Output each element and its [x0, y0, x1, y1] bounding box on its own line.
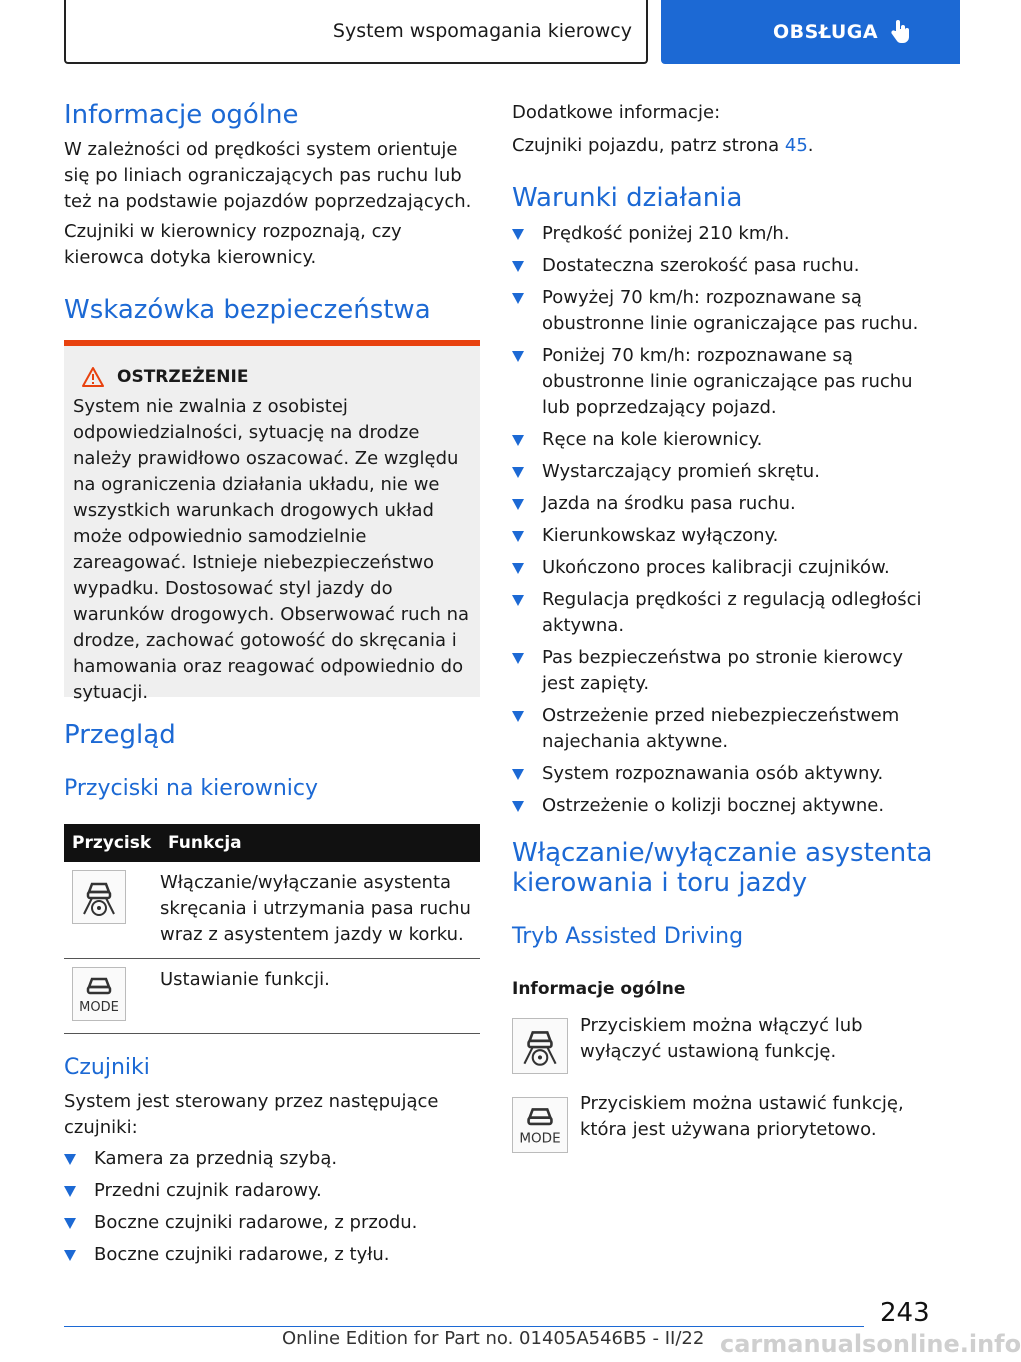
bullet-triangle-icon [512, 435, 524, 446]
header-tab-label: OBSŁUGA [773, 21, 879, 43]
btn1-description: Przyciskiem można włączyć lub wyłączyć ustawioną funkcję. [580, 1015, 863, 1062]
heading-conditions: Warunki działania [512, 183, 743, 213]
table-row [64, 862, 480, 959]
hand-pointer-icon [890, 19, 914, 45]
header-tab [661, 0, 960, 64]
list-item: Ostrzeżenie przed niebezpieczeństwem najechania aktywne. [512, 703, 922, 755]
paragraph-sensors-touch: Czujniki w kierownicy rozpoznają, czy kierowca dotyka kierownicy. [64, 221, 402, 268]
list-item: Poniżej 70 km/h: rozpoznawane są obustronne linie ograniczające pas ruchu lub poprzedzający pojazd. [512, 343, 922, 421]
function-text: Ustawianie funkcji. [160, 969, 330, 990]
bullet-triangle-icon [512, 711, 524, 722]
paragraph-sensors-intro: System jest sterowany przez następujące czujniki: [64, 1091, 439, 1138]
list-item: Boczne czujniki radarowe, z przodu. [64, 1210, 480, 1236]
conditions-list [512, 221, 922, 825]
list-item: Ostrzeżenie o kolizji bocznej aktywne. [512, 793, 922, 819]
warning-text: System nie zwalnia z osobistej odpowiedzialności, sytuację na drodze należy prawidłowo oszacować. Ze względu na ograniczenia działania układu, nie we wszystkich warunkach drogowych układ może odpowiednio samodzielnie zareagować. Istnieje niebezpieczeństwo wypadku. Dostosować styl jazdy do warunków drogowych. Obserwować ruch na drodze, zachować gotowość do skręcania i hamowania oraz reagować odpowiednio do sytuacji. [73, 396, 470, 703]
heading-general-info: Informacje ogólne [64, 100, 299, 130]
bullet-triangle-icon [512, 499, 524, 510]
bullet-triangle-icon [512, 595, 524, 606]
list-item: Regulacja prędkości z regulacją odległości aktywna. [512, 587, 922, 639]
bullet-triangle-icon [512, 351, 524, 362]
warning-header [73, 366, 470, 388]
heading-overview: Przegląd [64, 720, 176, 750]
list-item: Boczne czujniki radarowe, z tyłu. [64, 1242, 480, 1268]
mode-icon [72, 967, 126, 1021]
paragraph-sensors-ref: Czujniki pojazdu, patrz strona 45. [512, 135, 814, 156]
bullet-triangle-icon [512, 563, 524, 574]
footer-divider [64, 1326, 864, 1327]
steering-assist-icon [72, 870, 126, 924]
list-item: Powyżej 70 km/h: rozpoznawane są obustronne linie ograniczające pas ruchu. [512, 285, 922, 337]
btn2-description: Przyciskiem można ustawić funkcję, która jest używana priorytetowo. [580, 1093, 904, 1140]
bullet-triangle-icon [512, 467, 524, 478]
footer-edition: Online Edition for Part no. 01405A546B5 - II/22 [282, 1328, 705, 1349]
bullet-triangle-icon [512, 769, 524, 780]
list-item: Ukończono proces kalibracji czujników. [512, 555, 922, 581]
bullet-triangle-icon [512, 653, 524, 664]
list-item: Dostateczna szerokość pasa ruchu. [512, 253, 922, 279]
heading-safety: Wskazówka bezpieczeństwa [64, 295, 431, 325]
header-section-box [64, 0, 648, 64]
list-item: Kamera za przednią szybą. [64, 1146, 480, 1172]
watermark: carmanualsonline.info [720, 1330, 1021, 1358]
header-section-title: System wspomagania kierowcy [332, 20, 632, 42]
list-item: Wystarczający promień skrętu. [512, 459, 922, 485]
col-header-button: Przycisk [64, 824, 160, 862]
table-row [64, 959, 480, 1034]
page-number: 243 [880, 1298, 930, 1328]
paragraph-intro: W zależności od prędkości system orientuje się po liniach ograniczających pas ruchu lub też na podstawie pojazdów poprzedzających. [64, 139, 472, 212]
list-item: Pas bezpieczeństwa po stronie kierowcy jest zapięty. [512, 645, 922, 697]
heading-sensors: Czujniki [64, 1055, 150, 1080]
warning-title: OSTRZEŻENIE [117, 367, 249, 387]
warning-triangle-icon [81, 366, 105, 388]
svg-text:MODE: MODE [519, 1130, 561, 1147]
bullet-triangle-icon [512, 261, 524, 272]
bullet-triangle-icon [512, 229, 524, 240]
steering-assist-icon [512, 1018, 568, 1074]
list-item: Ręce na kole kierownicy. [512, 427, 922, 453]
mode-icon [512, 1097, 568, 1153]
list-item: System rozpoznawania osób aktywny. [512, 761, 922, 787]
bullet-triangle-icon [512, 531, 524, 542]
subheading-general-info: Informacje ogólne [512, 979, 686, 999]
bullet-triangle-icon [64, 1186, 76, 1197]
warning-box [64, 340, 480, 703]
svg-text:MODE: MODE [79, 1000, 119, 1015]
heading-steering-buttons: Przyciski na kierownicy [64, 776, 318, 801]
heading-assisted-driving: Tryb Assisted Driving [512, 924, 744, 949]
list-item: Jazda na środku pasa ruchu. [512, 491, 922, 517]
bullet-triangle-icon [512, 801, 524, 812]
list-item: Prędkość poniżej 210 km/h. [512, 221, 922, 247]
list-item: Kierunkowskaz wyłączony. [512, 523, 922, 549]
sensors-list [64, 1146, 480, 1274]
page-link[interactable]: 45 [784, 135, 808, 156]
bullet-triangle-icon [64, 1218, 76, 1229]
paragraph-extra-info: Dodatkowe informacje: [512, 102, 721, 123]
col-header-function: Funkcja [160, 824, 480, 862]
buttons-table [64, 824, 480, 1034]
heading-toggle-line1: Włączanie/wyłączanie asystenta [512, 838, 933, 868]
bullet-triangle-icon [64, 1154, 76, 1165]
bullet-triangle-icon [64, 1250, 76, 1261]
list-item: Przedni czujnik radarowy. [64, 1178, 480, 1204]
function-text: Włączanie/wyłączanie asystenta skręcania i utrzymania pasa ruchu wraz z asystentem jazdy w korku. [160, 872, 471, 945]
heading-toggle-line2: kierowania i toru jazdy [512, 868, 808, 898]
buttons-table-wrap [64, 824, 480, 1034]
bullet-triangle-icon [512, 293, 524, 304]
